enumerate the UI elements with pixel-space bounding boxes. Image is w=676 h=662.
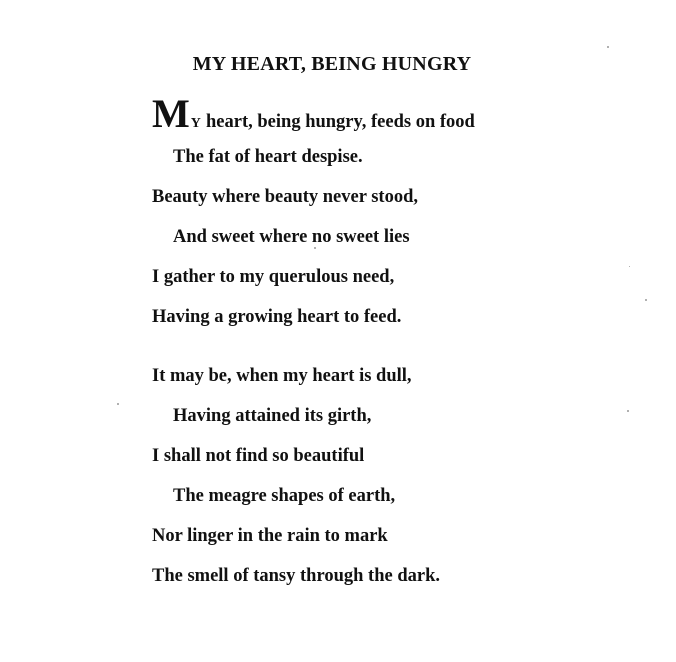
poem-line-4: And sweet where no sweet lies <box>173 227 410 247</box>
drop-cap: M <box>152 91 190 136</box>
scan-speck <box>607 46 609 48</box>
poem-line-9: I shall not find so beautiful <box>152 446 365 466</box>
scan-speck <box>117 403 119 405</box>
scan-speck <box>314 247 316 249</box>
scan-speck <box>627 410 629 412</box>
scan-speck <box>629 266 630 267</box>
poem-line-10: The meagre shapes of earth, <box>173 486 396 506</box>
poem-line-12: The smell of tansy through the dark. <box>152 566 440 586</box>
poem-line-3: Beauty where beauty never stood, <box>152 187 419 207</box>
poem-line-6: Having a growing heart to feed. <box>152 307 402 327</box>
poem-line-2: The fat of heart despise. <box>173 147 363 167</box>
first-line-text: heart, being hungry, feeds on food <box>201 112 475 132</box>
poem-line-11: Nor linger in the rain to mark <box>152 526 388 546</box>
poem-line-8: Having attained its girth, <box>173 406 372 426</box>
small-cap: Y <box>190 116 202 131</box>
poem-line-5: I gather to my querulous need, <box>152 267 395 287</box>
poem-title: MY HEART, BEING HUNGRY <box>192 53 472 75</box>
poem-line-1 <box>152 91 475 136</box>
scan-speck <box>645 299 647 301</box>
poem-line-7: It may be, when my heart is dull, <box>152 366 412 386</box>
